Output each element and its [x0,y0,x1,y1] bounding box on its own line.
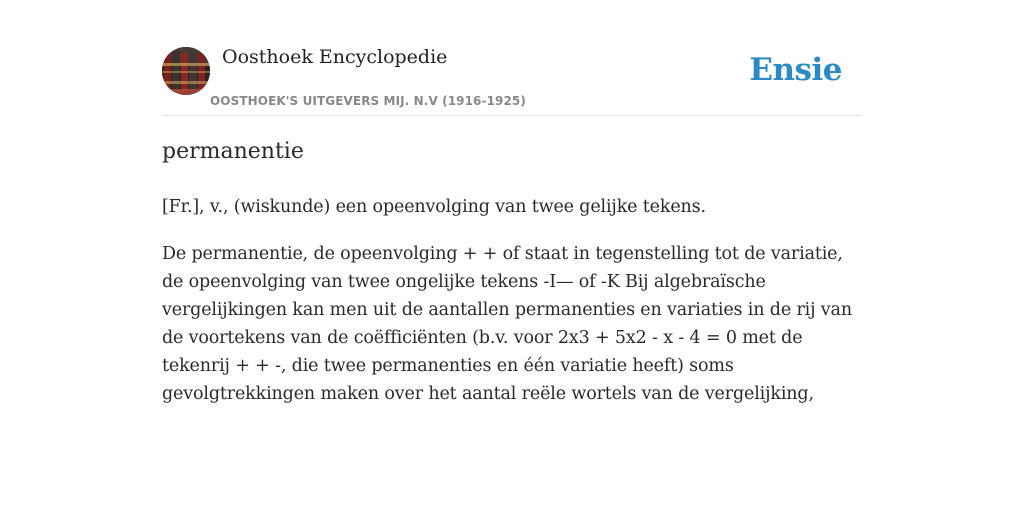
book-spines-icon [162,47,210,95]
source-header [162,46,862,116]
source-title[interactable]: Oosthoek Encyclopedie [222,46,448,68]
header-divider [162,115,862,116]
entry-paragraph: [Fr.], v., (wiskunde) een opeenvolging van twee gelijke tekens. [162,197,706,217]
source-subtitle: OOSTHOEK'S UITGEVERS MIJ. N.V (1916-1925) [210,94,526,108]
source-avatar[interactable] [162,47,210,95]
entry-paragraph: De permanentie, de opeenvolging + + of staat in tegenstelling tot de variatie, de opeenvolging van twee ongelijke tekens -I— of -K Bij algebraïsche vergelijkingen kan men uit de aantallen permanenties en variaties in de rij van de voortekens van de coëfficiënten (b.v. voor 2x3 + 5x2 - x - 4 = 0 met de tekenrij + + -, die twee permanenties en één variatie heeft) soms gevolgtrekkingen maken over het aantal reële wortels van de vergelijking, [162,244,852,404]
ensie-logo-link[interactable]: Ensie [749,52,842,88]
entry-body [162,193,862,427]
entry-headword: permanentie [162,139,304,164]
